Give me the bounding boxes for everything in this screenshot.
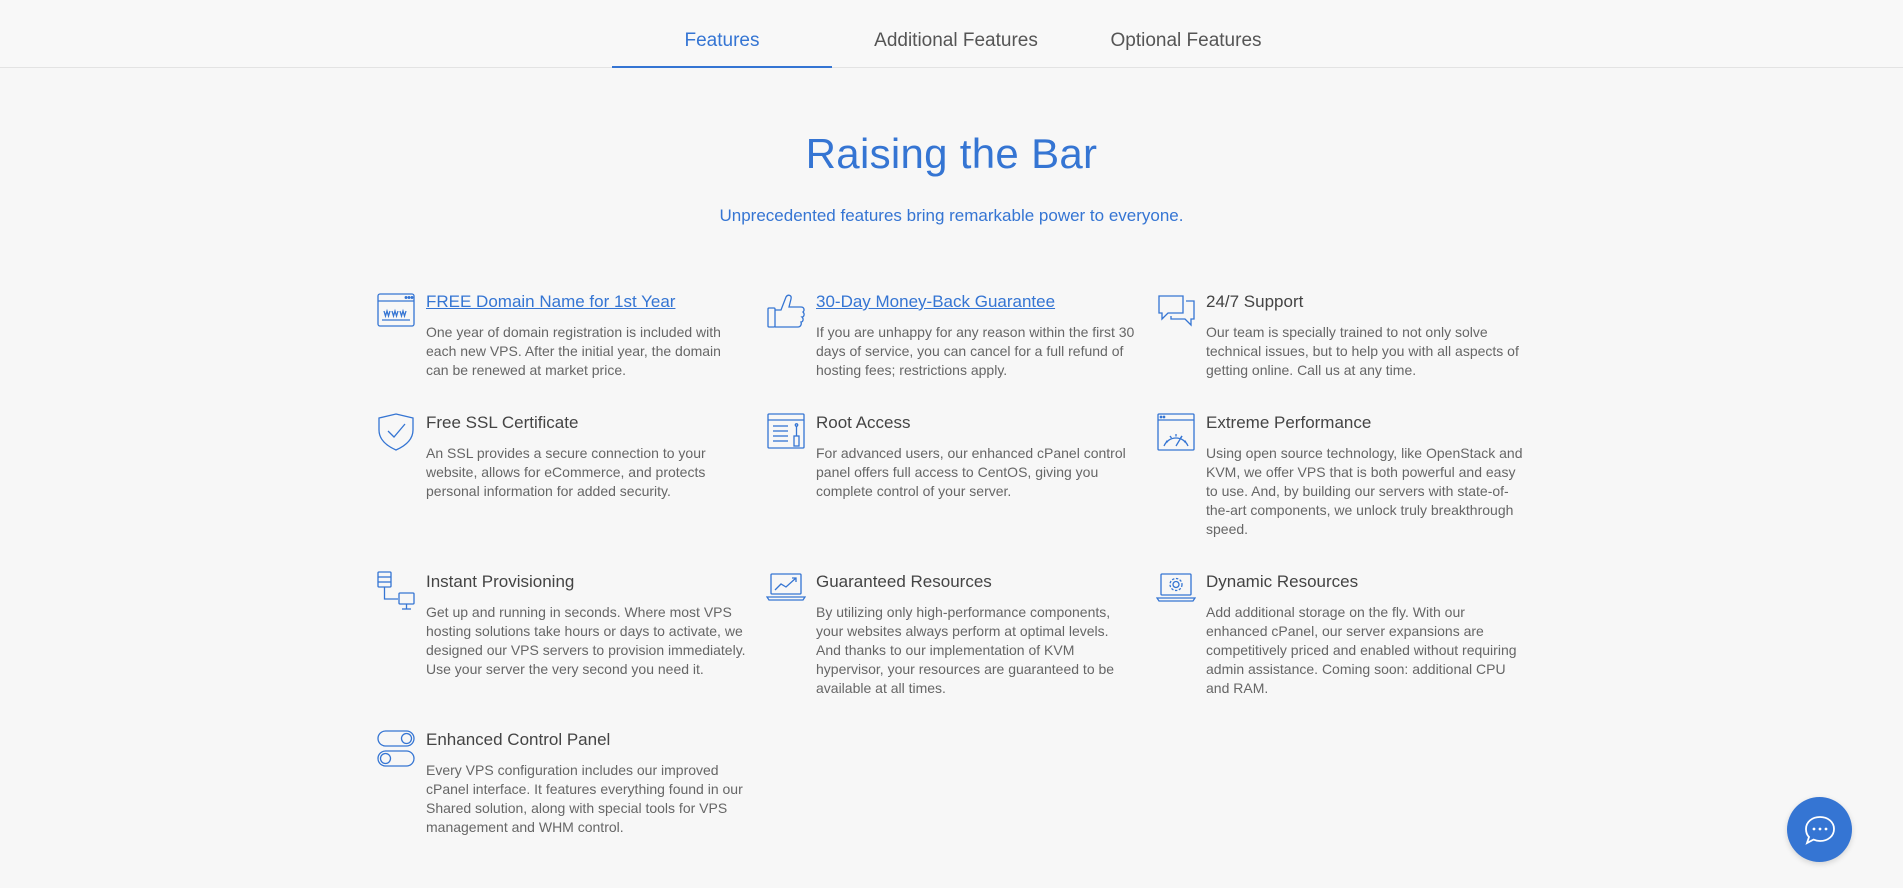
laptop-gear-icon [1156, 571, 1196, 611]
feature-title: Root Access [816, 413, 911, 432]
feature-title: Guaranteed Resources [816, 572, 992, 591]
feature-description: Every VPS configuration includes our improved cPanel interface. It features everything found in our Shared solution, along with special tools for VPS management and WHM control. [426, 762, 743, 835]
feature-title: Instant Provisioning [426, 572, 575, 591]
feature-description: For advanced users, our enhanced cPanel control panel offers full access to CentOS, giving you complete control of your server. [816, 445, 1126, 499]
feature-title: Extreme Performance [1206, 413, 1372, 432]
feature-description: An SSL provides a secure connection to your website, allows for eCommerce, and protects personal information for added security. [426, 445, 706, 499]
chat-button[interactable] [1787, 797, 1852, 862]
tab-additional-features[interactable]: Additional Features [874, 30, 1038, 51]
thumbs-up-icon [766, 291, 806, 331]
feature-description: Using open source technology, like OpenStack and KVM, we offer VPS that is both powerful and easy to use. And, by building our servers with state-of-the-art components, we unlock truly breakthrough speed. [1206, 445, 1523, 537]
feature-title [426, 291, 746, 313]
page-subtitle: Unprecedented features bring remarkable power to everyone. [719, 206, 1184, 225]
feature-description: Get up and running in seconds. Where most VPS hosting solutions take hours or days to activate, we designed our VPS servers to provision immediately. Use your server the very second you need it. [426, 604, 746, 677]
feature-description: One year of domain registration is included with each new VPS. After the initial year, the domain can be renewed at market price. [426, 324, 721, 378]
money-back-link[interactable]: 30-Day Money-Back Guarantee [816, 292, 1056, 311]
feature-description: Add additional storage on the fly. With our enhanced cPanel, our server expansions are competitively priced and enabled without requiring admin assistance. Coming soon: additional CPU and RAM. [1206, 604, 1517, 696]
toggle-switches-icon [376, 729, 416, 769]
laptop-chart-icon [766, 571, 806, 611]
page-title: Raising the Bar [805, 130, 1098, 177]
feature-description: By utilizing only high-performance components, your websites always perform at optimal levels. And thanks to our implementation of KVM hypervisor, your resources are guaranteed to be available at all times. [816, 604, 1115, 696]
feature-tabs [0, 0, 1903, 68]
tab-features[interactable]: Features [612, 30, 832, 67]
feature-title: Dynamic Resources [1206, 572, 1359, 591]
feature-description: If you are unhappy for any reason within the first 30 days of service, you can cancel for a full refund of hosting fees; restrictions apply. [816, 324, 1135, 378]
tab-optional-features[interactable]: Optional Features [1110, 30, 1262, 51]
shield-check-icon [376, 412, 416, 452]
feature-title: Free SSL Certificate [426, 413, 579, 432]
speedometer-icon [1156, 412, 1196, 452]
control-panel-icon [766, 412, 806, 452]
chat-bubbles-icon [1156, 291, 1196, 331]
free-domain-link[interactable]: FREE Domain Name for 1st Year [426, 292, 676, 311]
feature-title: 24/7 Support [1206, 292, 1304, 311]
feature-title: Enhanced Control Panel [426, 730, 611, 749]
feature-description: Our team is specially trained to not only solve technical issues, but to help you with all aspects of getting online. Call us at any time. [1206, 324, 1519, 378]
feature-title [816, 291, 1136, 313]
browser-www-icon [376, 291, 416, 331]
provisioning-icon [376, 571, 416, 611]
